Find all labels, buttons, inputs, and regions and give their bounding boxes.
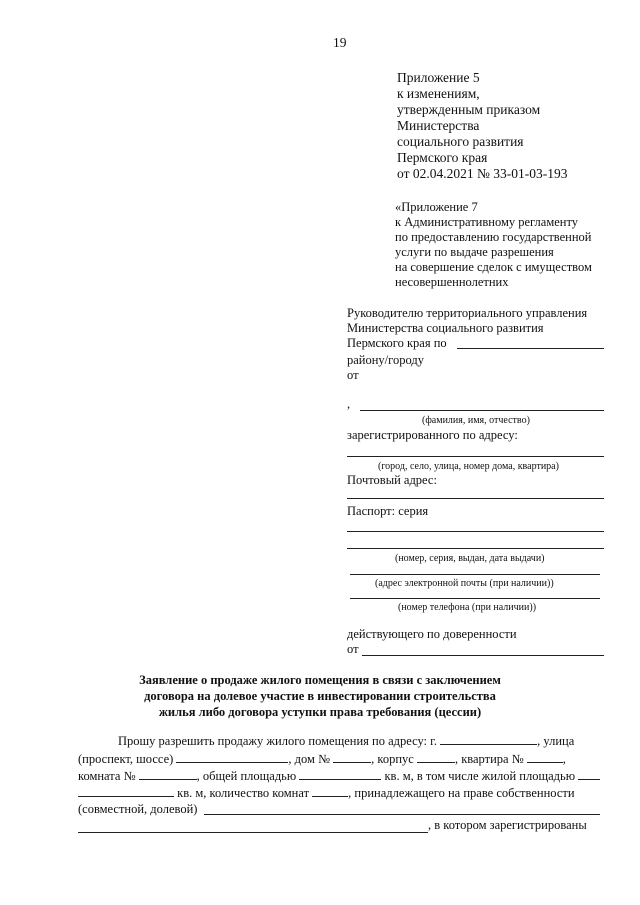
proxy-from-label: от: [347, 642, 359, 656]
house-field[interactable]: [333, 751, 371, 763]
address-field[interactable]: [347, 456, 604, 457]
apartment-field[interactable]: [527, 751, 563, 763]
title-line: Заявление о продаже жилого помещения в связи с заключением: [139, 673, 501, 687]
email-field[interactable]: [350, 574, 600, 575]
building-field[interactable]: [417, 751, 455, 763]
body-line-5: (совместной, долевой): [78, 802, 198, 816]
page-number: 19: [333, 35, 347, 50]
appendix-5-line: Пермского края: [397, 150, 488, 165]
postal-field[interactable]: [347, 498, 604, 499]
appendix-5-line: от 02.04.2021 № 33-01-03-193: [397, 166, 568, 181]
passport-caption: (номер, серия, выдан, дата выдачи): [395, 553, 545, 564]
proxy-field[interactable]: [362, 655, 604, 656]
addressee-line: району/городу: [347, 353, 424, 367]
address-caption: (город, село, улица, номер дома, квартира): [378, 461, 559, 472]
passport-field-2[interactable]: [347, 548, 604, 549]
addressee-line: Пермского края по: [347, 336, 447, 350]
living-area-field[interactable]: [578, 768, 600, 780]
ownership-field[interactable]: [204, 814, 600, 815]
rooms-count-field[interactable]: [312, 785, 348, 797]
registered-label: зарегистрированного по адресу:: [347, 428, 518, 442]
appendix-5-line: социального развития: [397, 134, 524, 149]
registered-persons-field[interactable]: [78, 832, 428, 833]
appendix-5-line: Министерства: [397, 118, 480, 133]
body-line-3: комната № , общей площадью кв. м, в том числе жилой площадью: [78, 768, 600, 784]
appendix-7-line: на совершение сделок с имуществом: [395, 260, 592, 274]
phone-field[interactable]: [350, 598, 600, 599]
district-field[interactable]: [457, 348, 604, 349]
appendix-5-line: Приложение 5: [397, 70, 480, 85]
appendix-5-line: к изменениям,: [397, 86, 480, 101]
room-field[interactable]: [139, 768, 197, 780]
appendix-7-line: к Административному регламенту: [395, 215, 579, 229]
addressee-line: от: [347, 368, 359, 382]
fio-field[interactable]: [360, 410, 604, 411]
city-field[interactable]: [440, 733, 537, 745]
phone-caption: (номер телефона (при наличии)): [398, 602, 537, 613]
street-field[interactable]: [176, 751, 288, 763]
appendix-7-line: услуги по выдаче разрешения: [395, 245, 554, 259]
appendix-5-line: утвержденным приказом: [397, 102, 541, 117]
body-line-6: , в котором зарегистрированы: [428, 818, 587, 832]
body-line-4: кв. м, количество комнат , принадлежащего на праве собственности: [78, 785, 575, 801]
living-area-field-cont[interactable]: [78, 785, 174, 797]
email-caption: (адрес электронной почты (при наличии)): [375, 578, 554, 589]
proxy-label: действующего по доверенности: [347, 627, 517, 641]
body-line-1: Прошу разрешить продажу жилого помещения по адресу: г. , улица: [118, 734, 575, 748]
addressee-line: Руководителю территориального управления: [347, 306, 588, 320]
passport-field-1[interactable]: [347, 531, 604, 532]
passport-label: Паспорт: серия: [347, 504, 429, 518]
appendix-7-line: по предоставлению государственной: [395, 230, 592, 244]
appendix-7-line: «Приложение 7: [395, 200, 478, 214]
appendix-7-line: несовершеннолетних: [395, 275, 509, 289]
comma: ,: [347, 397, 351, 411]
title-line: договора на долевое участие в инвестировании строительства: [144, 689, 496, 703]
addressee-line: Министерства социального развития: [347, 321, 544, 335]
total-area-field[interactable]: [299, 768, 381, 780]
fio-caption: (фамилия, имя, отчество): [422, 415, 530, 426]
title-line: жилья либо договора уступки права требования (цессии): [158, 705, 482, 719]
postal-label: Почтовый адрес:: [347, 473, 437, 487]
body-line-2: (проспект, шоссе) , дом № , корпус , квартира № ,: [78, 752, 566, 766]
